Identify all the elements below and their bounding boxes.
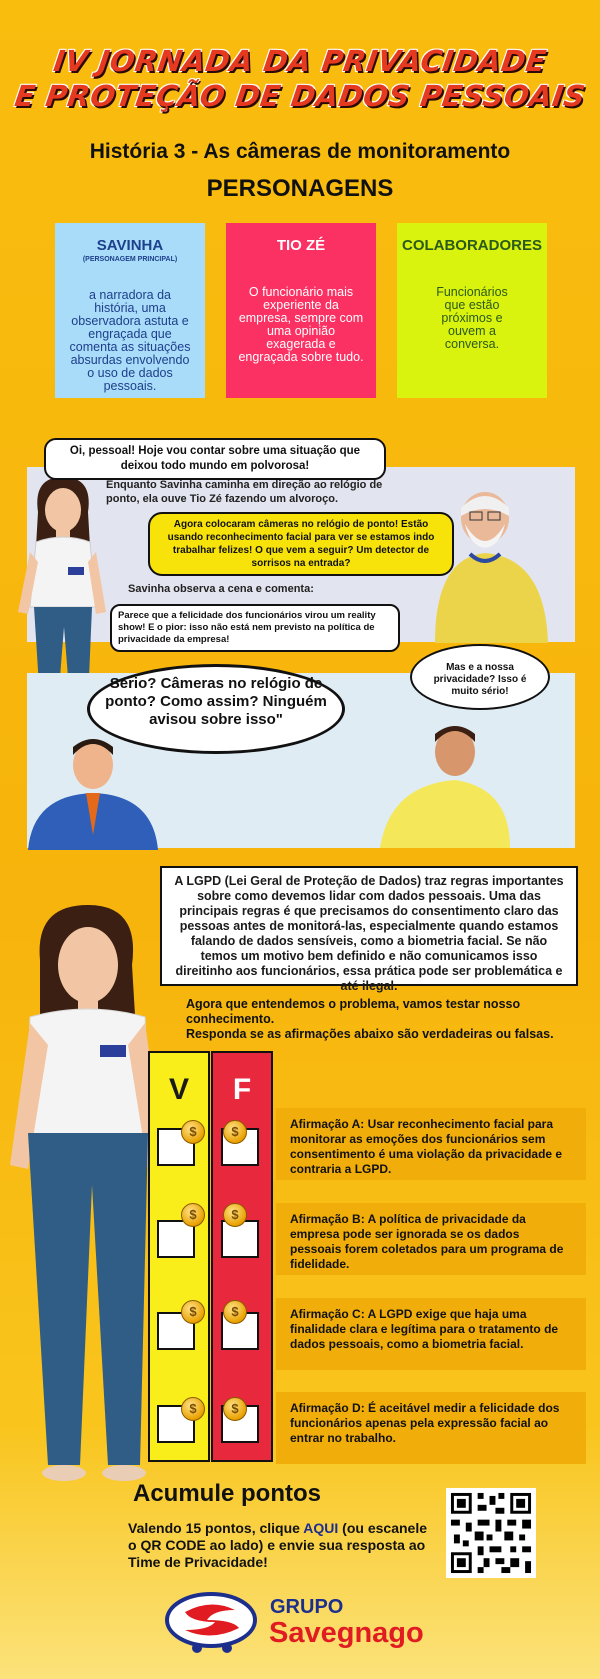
statement-label: Afirmação D: (290, 1401, 365, 1415)
colleague2-speech-bubble: Mas e a nossa privacidade? Isso é muito sério! (410, 644, 550, 710)
event-title-line2: E PROTEÇÃO DE DADOS PESSOAIS (12, 79, 588, 113)
savinha-comment-bubble: Parece que a felicidade dos funcionários virou um reality show! E o pior: isso não está nem previsto na política de privacidade da empresa! (110, 604, 400, 652)
narration-text: Savinha observa a cena e comenta: (128, 583, 314, 595)
savegnago-logo-icon (163, 1590, 263, 1656)
statement-a (276, 1108, 586, 1180)
statement-b (276, 1203, 586, 1275)
answer-link[interactable]: AQUI (303, 1520, 339, 1536)
statement-label: Afirmação A: (290, 1117, 365, 1131)
true-column-label: V (168, 1073, 189, 1106)
narration-text: Enquanto Savinha caminha em direção ao relógio de ponto, ela ouve Tio Zé fazendo um alvoroço. (106, 479, 383, 505)
character-card-savinha (55, 223, 205, 398)
character-description: a narradora da história, uma observadora astuta e engraçada que comenta as situações absurdas envolvendo o uso de dados pessoais. (69, 288, 191, 393)
qr-code-icon (448, 1490, 534, 1576)
lgpd-explanation-box: A LGPD (Lei Geral de Proteção de Dados) traz regras importantes sobre como devemos lidar com dados pessoais. Uma das principais regras é que precisamos do consentimento claro das pessoas antes de monitorá-las, especialmente quando estamos falando de dados sensíveis, como a biometria facial. Se não temos um motivo bem definido e não comunicamos isso direitinho aos funcionários, essa prática pode ser problemática e até ilegal. (160, 866, 578, 986)
statement-text: A política de privacidade da empresa pode ser ignorada se os dados pessoais forem coletados para um programa de fidelidade. (290, 1212, 564, 1271)
character-card-tio-ze (226, 223, 376, 398)
character-name: TIO ZÉ (276, 237, 326, 254)
character-description: O funcionário mais experiente da empresa, sempre com uma opinião exagerada e engraçada sobre tudo. (238, 285, 364, 364)
colleague1-speech-bubble: Sério? Câmeras no relógio de ponto? Como assim? Ninguém avisou sobre isso" (87, 664, 345, 754)
points-text: Valendo 15 pontos, clique (128, 1520, 304, 1536)
story-title: História 3 - As câmeras de monitoramento (89, 140, 511, 163)
points-instructions (128, 1520, 428, 1571)
event-title-line1: IV JORNADA DA PRIVACIDADE (51, 44, 549, 78)
statement-text: A LGPD exige que haja uma finalidade clara e legítima para o tratamento de dados pessoais, como a biometria facial. (290, 1307, 559, 1351)
statement-d (276, 1392, 586, 1464)
savinha-character-illustration (8, 472, 118, 702)
coin-icon: $ (223, 1300, 247, 1324)
character-name: SAVINHA (96, 237, 164, 254)
qr-code[interactable] (446, 1488, 536, 1578)
coin-icon: $ (181, 1300, 205, 1324)
statement-text: É aceitável medir a felicidade dos funcionários apenas pela expressão facial ao entrar no trabalho. (290, 1401, 560, 1445)
savinha-greeting-bubble: Oi, pessoal! Hoje vou contar sobre uma situação que deixou todo mundo em polvorosa! (44, 438, 386, 480)
statement-label: Afirmação B: (290, 1212, 365, 1226)
coin-icon: $ (223, 1120, 247, 1144)
statement-text: Usar reconhecimento facial para monitorar as emoções dos funcionários sem consentimento é uma violação da privacidade e contraria a LGPD. (290, 1117, 563, 1176)
logo-text-savegnago: Savegnago (269, 1617, 424, 1649)
points-title: Acumule pontos (133, 1480, 322, 1507)
colleague-yellow-shirt-illustration (360, 710, 510, 848)
tio-ze-character-illustration (430, 488, 570, 643)
tio-ze-speech-bubble: Agora colocaram câmeras no relógio de ponto! Estão usando reconhecimento facial para ver se estamos indo trabalhar felizes! O que vem a seguir? Um detector de sorrisos na entrada? (148, 512, 454, 576)
logo-text-grupo: GRUPO (270, 1596, 344, 1618)
points-text: (ou escanele o QR CODE ao lado) e envie sua resposta ao Time de Privacidade! (128, 1520, 427, 1570)
section-title: PERSONAGENS (206, 175, 394, 202)
character-description: Funcionários que estão próximos e ouvem a conversa. (436, 285, 508, 351)
character-name: COLABORADORES (401, 237, 542, 254)
coin-icon: $ (223, 1203, 247, 1227)
statement-c (276, 1298, 586, 1370)
coin-icon: $ (181, 1397, 205, 1421)
coin-icon: $ (181, 1120, 205, 1144)
instruction-line1: Agora que entendemos o problema, vamos testar nosso conhecimento. (186, 997, 521, 1026)
coin-icon: $ (181, 1203, 205, 1227)
instruction-line2: Responda se as afirmações abaixo são verdadeiras ou falsas. (186, 1027, 554, 1041)
character-role: (PERSONAGEM PRINCIPAL) (82, 256, 178, 263)
coin-icon: $ (223, 1397, 247, 1421)
statement-label: Afirmação C: (290, 1307, 365, 1321)
false-column-label: F (232, 1073, 252, 1106)
character-card-colaboradores (397, 223, 547, 398)
